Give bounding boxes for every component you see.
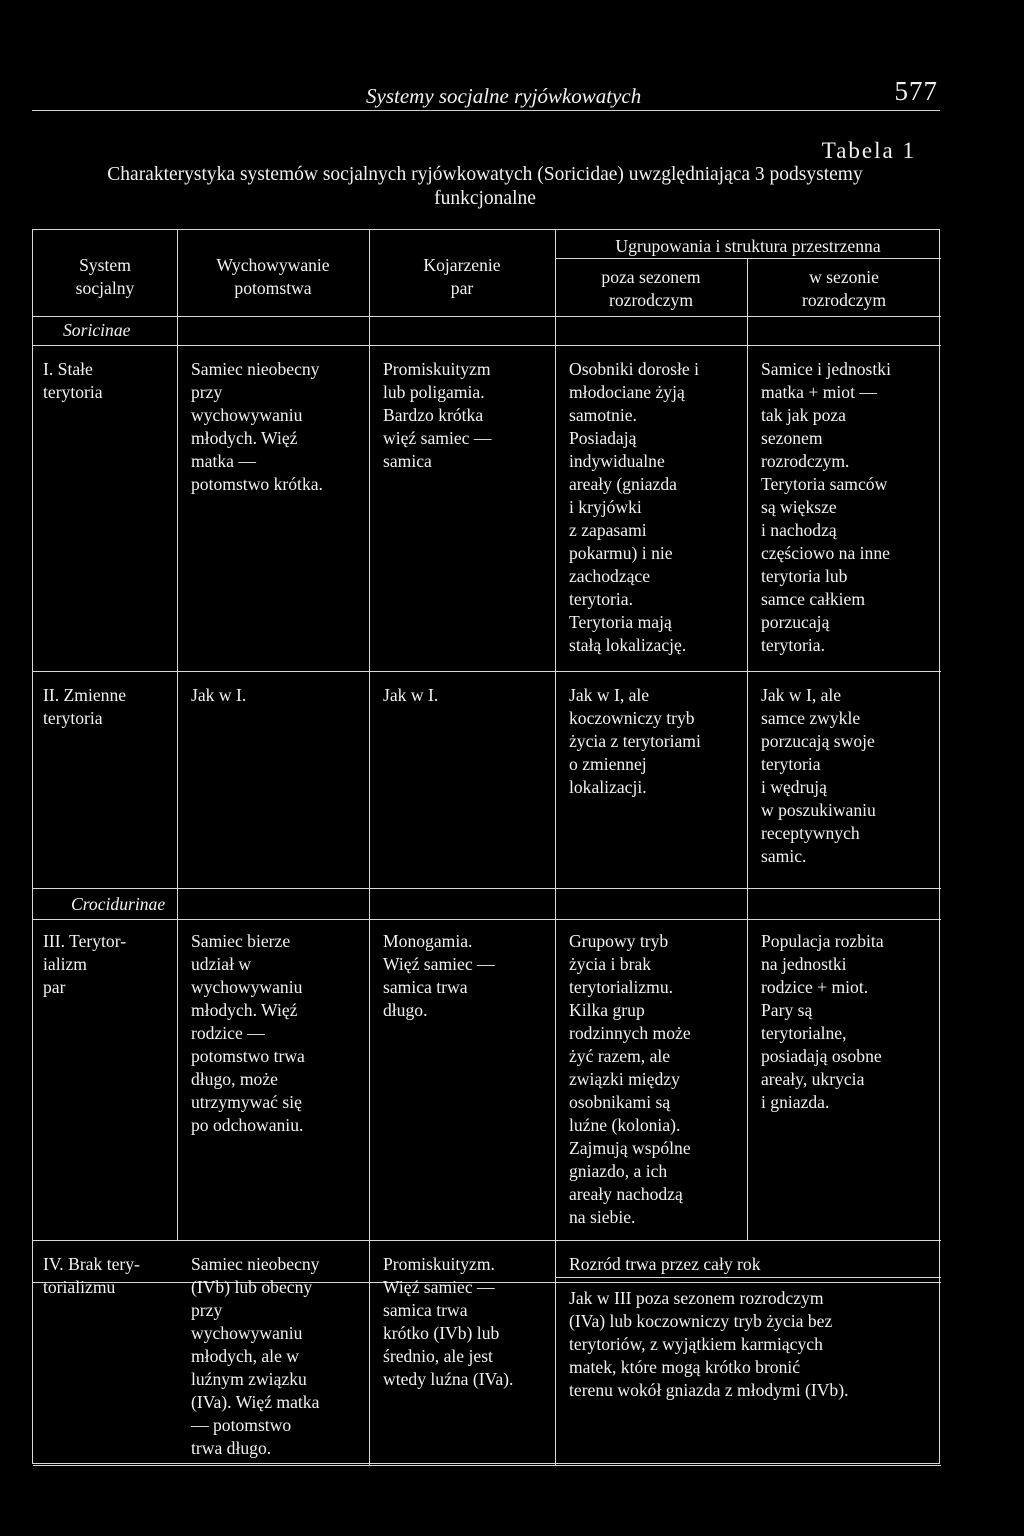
row-system: II. Zmienne terytoria (43, 685, 127, 728)
column-header-grouping: Ugrupowania i struktura przestrzenna (615, 236, 881, 256)
row-in-season: Populacja rozbita na jednostki rodzice + miot. Pary są terytorialne, posiadają osobne areały, ukrycia i gniazda. (761, 931, 884, 1112)
row-in-season: Samice i jednostki matka + miot — tak jak poza sezonem rozrodczym. Terytoria samców są większe i nachodzą częściowo na inne terytoria lub samce całkiem porzucają terytoria. (761, 359, 891, 655)
page-number: 577 (894, 76, 938, 106)
subfamily-label: Soricinae (63, 320, 131, 340)
row-system: III. Terytor- ializm par (43, 931, 127, 997)
row-rearing: Samiec nieobecny przy wychowywaniu młodych. Więź matka — potomstwo krótka. (191, 359, 323, 494)
row-merged-heading: Rozród trwa przez cały rok (569, 1254, 761, 1274)
row-outside-season: Jak w I, ale koczowniczy tryb życia z terytoriami o zmiennej lokalizacji. (569, 685, 701, 797)
row-mating: Jak w I. (383, 685, 439, 705)
column-header-system: System socjalny (75, 255, 135, 298)
row-outside-season: Grupowy tryb życia i brak terytorializmu. Kilka grup rodzinnych może żyć razem, ale związki między osobnikami są luźne (kolonia). Zajmują wspólne gniazdo, a ich areały nachodzą na siebie. (569, 931, 691, 1227)
running-title: Systemy socjalne ryjówkowatych (366, 84, 642, 108)
row-system: IV. Brak tery- torializmu (43, 1254, 140, 1297)
row-system: I. Stałe terytoria (43, 359, 103, 402)
row-mating: Monogamia. Więź samiec — samica trwa długo. (383, 931, 495, 1020)
row-in-season: Jak w I, ale samce zwykle porzucają swoje terytoria i wędrują w poszukiwaniu receptywnych samic. (761, 685, 876, 866)
table-caption: Charakterystyka systemów socjalnych ryjówkowatych (Soricidae) uwzględniająca 3 podsystemy funkcjonalne (107, 164, 863, 209)
social-systems-table (32, 229, 940, 1464)
row-rearing: Jak w I. (191, 685, 247, 705)
column-header-in-season: w sezonie rozrodczym (801, 267, 887, 310)
column-header-rearing: Wychowywanie potomstwa (216, 255, 330, 298)
row-rearing: Samiec nieobecny (IVb) lub obecny przy wychowywaniu młodych, ale w luźnym związku (IVa). Więź matka — potomstwo trwa długo. (191, 1254, 320, 1458)
running-header (32, 76, 940, 111)
column-header-mating: Kojarzenie par (423, 255, 501, 298)
row-rearing: Samiec bierze udział w wychowywaniu młodych. Więź rodzice — potomstwo trwa długo, może utrzymywać się po odchowaniu. (191, 931, 305, 1135)
row-merged-text: Jak w III poza sezonem rozrodczym (IVa) lub koczowniczy tryb życia bez terytoriów, z wyjątkiem karmiących matek, które mogą krótko bronić terenu wokół gniazda z młodymi (IVb). (569, 1288, 849, 1400)
row-mating: Promiskuityzm. Więź samiec — samica trwa krótko (IVb) lub średnio, ale jest wtedy luźna (IVa). (383, 1254, 514, 1389)
row-outside-season: Osobniki dorosłe i młodociane żyją samotnie. Posiadają indywidualne areały (gniazda i kryjówki z zapasami pokarmu) i nie zachodzące terytoria. Terytoria mają stałą lokalizację. (569, 359, 699, 655)
row-mating: Promiskuityzm lub poligamia. Bardzo krótka więź samiec — samica (383, 359, 492, 471)
subfamily-label: Crocidurinae (71, 894, 166, 914)
column-header-outside-season: poza sezonem rozrodczym (601, 267, 701, 310)
table-label: Tabela 1 (821, 138, 916, 163)
